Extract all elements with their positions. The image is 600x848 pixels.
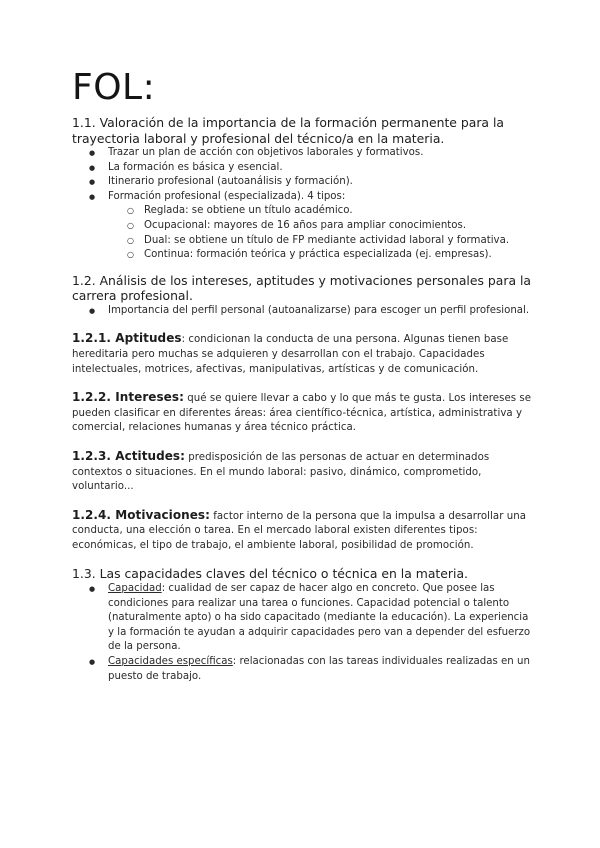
intereses-text: qué se quiere llevar a cabo y lo que más te gusta. Los intereses se pueden clasificar en diferentes áreas: área científico-técnica, artística, administrativa y comercial, relaciones humanas y área técnico práctica. (72, 393, 532, 434)
capacidad-text: : cualidad de ser capaz de hacer algo en concreto. Que posee las condiciones para realizar una tarea o funciones. Capacidad potencial o talento (naturalmente apto) o ha sido capacitado (mediante la educación). La experiencia y la formación te ayudan a adquirir capacidades pero van a depender del esfuerzo de la persona. (108, 582, 531, 653)
section-1-1-heading: 1.1. Valoración de la importancia de la formación permanente para la trayectoria laboral y profesional del técnico/a en la materia. (72, 115, 504, 146)
list-item: ● Formación profesional (especializada). 4 tipos: (72, 190, 532, 205)
list-item: ● Trazar un plan de acción con objetivos laborales y formativos. (72, 146, 532, 161)
document-page (72, 68, 532, 684)
section-1-3-list (72, 582, 532, 684)
motivaciones-term: 1.2.4. Motivaciones: (72, 507, 210, 522)
list-item (72, 655, 532, 684)
section-intereses (72, 390, 532, 436)
section-actitudes (72, 449, 532, 495)
list-item: ● Itinerario profesional (autoanálisis y formación). (72, 175, 532, 190)
sub-list-item: ○ Reglada: se obtiene un título académico. (72, 204, 532, 219)
capacidad-term: Capacidad (108, 582, 162, 594)
page-title: FOL: (72, 67, 156, 108)
section-1-1-list (72, 146, 532, 204)
section-1-2-heading: 1.2. Análisis de los intereses, aptitudes y motivaciones personales para la carrera profesional. (72, 272, 532, 304)
actitudes-term: 1.2.3. Actitudes: (72, 448, 185, 463)
actitudes-text: predisposición de las personas de actuar en determinados contextos o situaciones. En el mundo laboral: pasivo, dinámico, comprometido, voluntario... (72, 451, 490, 493)
list-item (72, 582, 532, 655)
list-item: ● Importancia del perfil personal (autoanalizarse) para escoger un perfil profesional. (72, 304, 532, 319)
sub-list-item: ○ Continua: formación teórica y práctica especializada (ej. empresas). (72, 248, 532, 263)
section-motivaciones (72, 508, 532, 554)
section-aptitudes (72, 331, 532, 377)
fp-types-list (72, 204, 532, 262)
sub-list-item: ○ Dual: se obtiene un título de FP mediante actividad laboral y formativa. (72, 234, 532, 249)
aptitudes-text: : condicionan la conducta de una persona. Algunas tienen base hereditaria pero muchas se adquieren y desarrollan con el trabajo. Capacidades intelectuales, motrices, afectivas, manipulativas, artísticas y de comunicación. (72, 334, 509, 375)
intereses-term: 1.2.2. Intereses: (72, 390, 184, 405)
aptitudes-term: 1.2.1. Aptitudes (72, 331, 182, 346)
capacidades-especificas-text: : relacionadas con las tareas individuales realizadas en un puesto de trabajo. (108, 655, 530, 682)
capacidades-especificas-term: Capacidades específicas (108, 655, 233, 667)
section-1-2-list (72, 304, 532, 319)
motivaciones-text: factor interno de la persona que la impulsa a desarrollar una conducta, una elección o tarea. En el mercado laboral existen diferentes tipos: económicas, el tipo de trabajo, el ambiente laboral, posibilidad de promoción. (72, 510, 527, 551)
list-item: ● La formación es básica y esencial. (72, 161, 532, 176)
section-1-3-heading: 1.3. Las capacidades claves del técnico o técnica en la materia. (72, 566, 468, 582)
sub-list-item: ○ Ocupacional: mayores de 16 años para ampliar conocimientos. (72, 219, 532, 234)
